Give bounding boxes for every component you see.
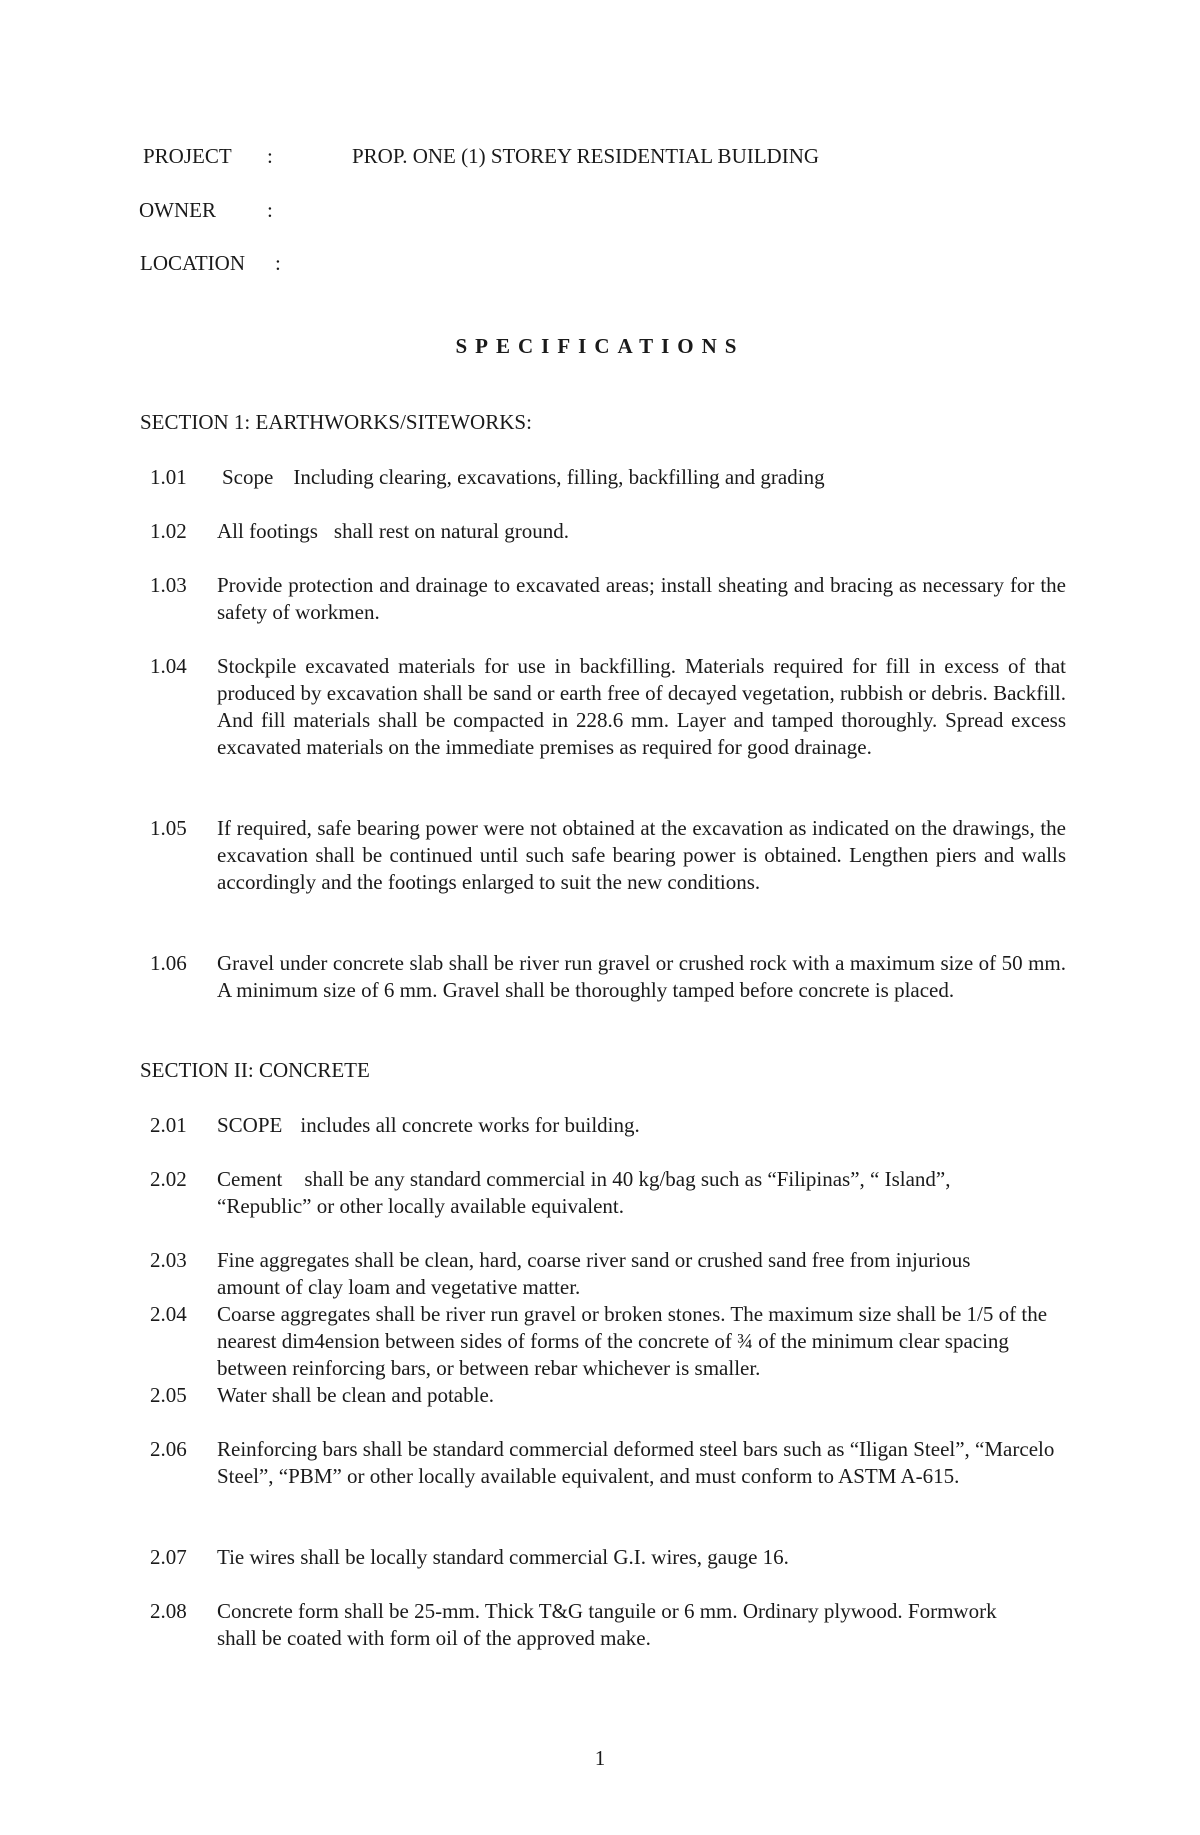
item-text: Including clearing, excavations, filling, backfilling and grading (293, 465, 825, 489)
item-keyword: SCOPE (217, 1113, 283, 1137)
item-number: 2.05 (150, 1383, 187, 1407)
owner-colon: : (267, 198, 273, 222)
project-colon: : (267, 144, 273, 168)
item-keyword: Scope (222, 465, 274, 489)
owner-label: OWNER (139, 198, 216, 222)
item-text: Gravel under concrete slab shall be river run gravel or crushed rock with a maximum size of 50 mm. A minimum size of 6 mm. Gravel shall be thoroughly tamped before concrete is placed. (217, 951, 1066, 1002)
location-label: LOCATION (140, 251, 245, 275)
project-label: PROJECT (143, 144, 232, 168)
item-text: includes all concrete works for building. (300, 1113, 640, 1137)
item-number: 1.04 (150, 654, 187, 678)
item-text: If required, safe bearing power were not obtained at the excavation as indicated on the drawings, the excavation shall be continued until such safe bearing power is obtained. Lengthen piers and walls accordingly and the footings enlarged to suit the new conditions. (217, 816, 1066, 894)
item-text: Stockpile excavated materials for use in backfilling. Materials required for fill in excess of that produced by excavation shall be sand or earth free of decayed vegetation, rubbish or debris. Backfill. And fill materials shall be compacted in 228.6 mm. Layer and tamped thoroughly. Spread excess excavated materials on the immediate premises as required for good drainage. (217, 654, 1066, 759)
location-colon: : (275, 251, 281, 275)
item-text: shall rest on natural ground. (333, 519, 569, 543)
item-number: 2.01 (150, 1113, 187, 1137)
item-keyword: Cement (217, 1167, 283, 1191)
item-text: Water shall be clean and potable. (217, 1383, 495, 1407)
item-text: Provide protection and drainage to excavated areas; install sheating and bracing as necessary for the safety of workmen. (217, 573, 1066, 624)
item-text: shall be any standard commercial in 40 kg/bag such as “Filipinas”, “ Island”, “Republic” or other locally available equivalent. (217, 1167, 951, 1218)
item-number: 2.04 (150, 1302, 187, 1326)
item-text: Reinforcing bars shall be standard commercial deformed steel bars such as “Iligan Steel”, “Marcelo Steel”, “PBM” or other locally available equivalent, and must conform to ASTM A-615. (217, 1437, 1055, 1488)
section-1-heading: SECTION 1: EARTHWORKS/SITEWORKS: (140, 410, 532, 434)
item-number: 2.07 (150, 1545, 187, 1569)
item-number: 2.02 (150, 1167, 187, 1191)
item-number: 2.08 (150, 1599, 187, 1623)
item-text: Fine aggregates shall be clean, hard, coarse river sand or crushed sand free from injurious amount of clay loam and vegetative matter. (217, 1248, 971, 1299)
section-2-heading: SECTION II: CONCRETE (140, 1058, 370, 1082)
specifications-title: SPECIFICATIONS (455, 334, 745, 358)
item-keyword: All footings (217, 519, 318, 543)
item-text: Concrete form shall be 25-mm. Thick T&G tanguile or 6 mm. Ordinary plywood. Formwork shall be coated with form oil of the approved make. (217, 1599, 997, 1650)
project-value: PROP. ONE (1) STOREY RESIDENTIAL BUILDING (352, 144, 820, 168)
item-number: 1.05 (150, 816, 187, 840)
item-text: Tie wires shall be locally standard commercial G.I. wires, gauge 16. (217, 1545, 789, 1569)
item-number: 1.01 (150, 465, 187, 489)
item-number: 1.03 (150, 573, 187, 597)
item-number: 1.02 (150, 519, 187, 543)
item-number: 2.06 (150, 1437, 187, 1461)
item-number: 1.06 (150, 951, 187, 975)
item-text: Coarse aggregates shall be river run gravel or broken stones. The maximum size shall be 1/5 of the nearest dim4ension between sides of forms of the concrete of ¾ of the minimum clear spacing between reinforcing bars, or between rebar whichever is smaller. (217, 1302, 1048, 1380)
item-number: 2.03 (150, 1248, 187, 1272)
page-number: 1 (594, 1746, 606, 1770)
